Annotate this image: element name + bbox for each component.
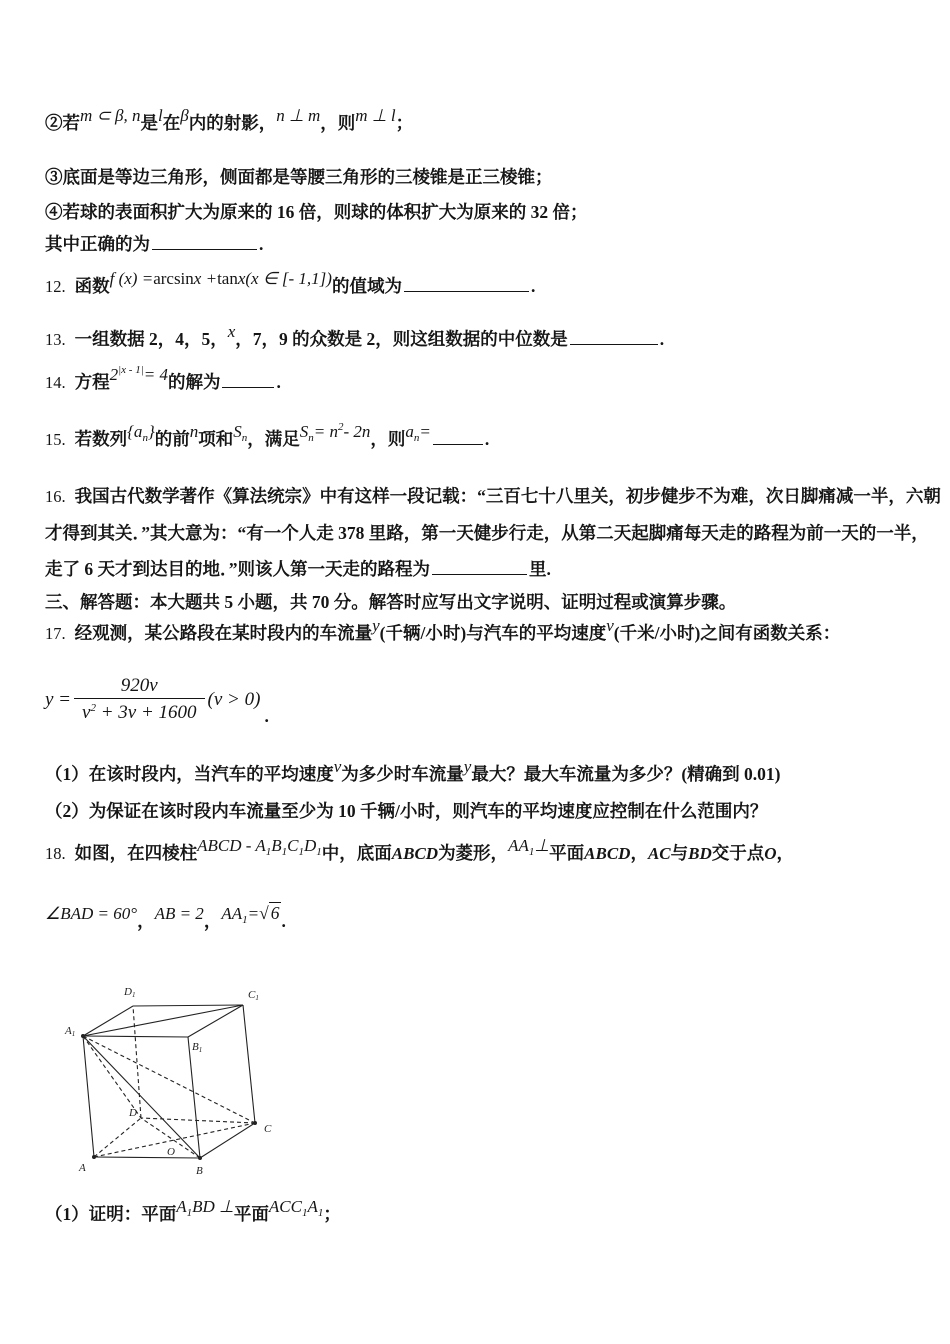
- text-segment: 一组数据 2，4，5，: [74, 329, 228, 349]
- math-segment: v: [333, 757, 342, 776]
- math-segment: 2: [337, 421, 344, 433]
- q18-part1: [45, 1197, 925, 1230]
- raised-formula: [259, 900, 281, 926]
- raised-formula: [180, 102, 188, 129]
- vertex-label-B1: B1: [192, 1041, 203, 1054]
- vertex-label-C: C: [264, 1123, 272, 1135]
- math-segment: ABCD: [391, 844, 439, 863]
- math-segment: 1: [298, 846, 304, 858]
- raised-formula: [190, 418, 199, 445]
- math-segment: n: [413, 432, 420, 444]
- raised-formula: [271, 832, 281, 859]
- edge-A1-D: [83, 1036, 141, 1118]
- math-segment: 1: [528, 846, 535, 858]
- math-segment: arcsin: [153, 269, 194, 288]
- raised-formula: [110, 361, 119, 388]
- text-segment: 三、解答题：本大题共 5 小题，共 70 分。解答时应写出文字说明、证明过程或演算步骤。: [45, 592, 737, 612]
- text-segment: ；: [395, 113, 414, 133]
- q18: [45, 836, 925, 869]
- text-segment: 的解为: [167, 372, 221, 392]
- math-segment: 1: [301, 1207, 308, 1219]
- vertex-label-A1: A1: [65, 1025, 76, 1038]
- raised-formula: [118, 361, 144, 390]
- raised-formula: [287, 832, 298, 859]
- math-segment: l: [158, 106, 163, 125]
- raised-formula: [318, 1193, 324, 1222]
- math-segment: C: [287, 836, 299, 855]
- vertex-dot-A: [92, 1155, 96, 1159]
- math-segment: 2: [109, 365, 119, 384]
- raised-formula: [419, 418, 430, 445]
- statement-3: [45, 164, 925, 190]
- text-segment: 为菱形，: [438, 843, 509, 863]
- q18-given: [45, 903, 925, 937]
- q17-part2: [45, 798, 925, 824]
- math-segment: y: [372, 616, 380, 635]
- raised-formula: [221, 900, 242, 927]
- math-segment: }: [147, 422, 155, 441]
- math-segment: - 2n: [343, 422, 371, 441]
- math-segment: 1: [281, 846, 288, 858]
- raised-formula: [144, 361, 168, 388]
- raised-formula: [606, 612, 614, 639]
- text-segment: 与: [670, 843, 689, 863]
- raised-formula: [355, 102, 395, 129]
- statement-conclusion: [45, 231, 925, 257]
- edge-B-B1: [188, 1037, 203, 1158]
- fraction-denominator: [74, 698, 205, 728]
- math-segment: S: [299, 422, 309, 441]
- q17-formula: [45, 671, 925, 729]
- raised-formula: [194, 265, 217, 292]
- text-segment: ，满足: [247, 429, 300, 449]
- raised-formula: [314, 418, 338, 445]
- text-segment: ，: [203, 911, 222, 931]
- text-segment: 其中正确的为: [45, 234, 150, 254]
- text-segment: 的值域为: [331, 276, 402, 296]
- vertex-label-B: B: [196, 1165, 203, 1177]
- text-segment: 方程: [74, 372, 110, 392]
- question-number: 14.: [45, 373, 66, 392]
- math-segment: n ⊥ m: [276, 106, 321, 125]
- raised-formula: [508, 832, 529, 859]
- math-segment: y: [463, 757, 472, 776]
- question-number: 18.: [45, 844, 66, 863]
- math-segment: B: [271, 836, 282, 855]
- edge-A-A1: [83, 1036, 94, 1157]
- answer-blank: [432, 573, 527, 575]
- math-segment: + 3v + 1600: [95, 701, 197, 723]
- text-segment: ③底面是等边三角形，侧面都是等腰三角形的三棱锥是正三棱锥；: [45, 167, 553, 187]
- math-segment: x: [227, 322, 236, 341]
- math-segment: f (x) =: [109, 269, 154, 288]
- raised-formula: [228, 318, 236, 345]
- raised-formula: [269, 1193, 302, 1220]
- q17: [45, 616, 925, 647]
- text-segment: 才得到其关．”其大意为：“有一个人走 378 里路，第一天健步行走，从第二天起脚痛每天走的路程为前一天的一半，: [45, 523, 929, 543]
- raised-formula: [80, 102, 141, 129]
- raised-formula: [155, 900, 204, 927]
- math-segment: n: [241, 432, 248, 444]
- math-segment: =: [247, 904, 260, 923]
- math-segment: {a: [127, 422, 143, 441]
- raised-formula: [153, 265, 194, 292]
- math-segment: 1: [316, 846, 322, 858]
- sqrt-radicand: 6: [270, 903, 280, 923]
- raised-formula: [534, 832, 549, 859]
- math-segment: n: [308, 432, 314, 444]
- text-segment: .: [484, 429, 490, 449]
- math-segment: 920v: [120, 674, 158, 696]
- raised-formula: [158, 102, 163, 129]
- math-segment: BD ⊥: [192, 1197, 234, 1216]
- edge-A-D: [94, 1118, 141, 1157]
- section-3: [45, 589, 925, 615]
- text-segment: .: [281, 911, 286, 931]
- raised-formula: [304, 832, 316, 859]
- text-segment: (千米/小时)之间有函数关系：: [613, 623, 841, 643]
- question-number: 13.: [45, 330, 66, 349]
- math-segment: ⊥: [534, 836, 550, 855]
- math-segment: ABCD: [584, 844, 631, 863]
- math-segment: v: [82, 701, 91, 723]
- text-segment: ，: [630, 843, 648, 863]
- raised-formula: [45, 900, 137, 927]
- math-segment: |x - 1|: [118, 364, 144, 376]
- raised-formula: [334, 753, 342, 780]
- raised-formula: [148, 418, 155, 445]
- raised-formula: [192, 1193, 234, 1220]
- question-number: 12.: [45, 277, 66, 296]
- math-segment: n: [189, 422, 199, 441]
- text-segment: .: [276, 372, 281, 392]
- math-segment: AA: [221, 904, 243, 923]
- q13: [45, 322, 925, 353]
- q12: [45, 269, 925, 300]
- text-segment: ，则: [370, 429, 406, 449]
- edge-C-C1: [243, 1005, 255, 1123]
- math-segment: m ⊂ β, n: [80, 106, 141, 125]
- math-segment: a: [405, 422, 414, 441]
- q16-line1: [45, 483, 941, 510]
- text-segment: 交于点: [711, 843, 765, 863]
- raised-formula: [307, 1193, 317, 1220]
- math-segment: A: [176, 1197, 187, 1216]
- answer-blank: [404, 290, 529, 292]
- text-segment: ，: [776, 843, 795, 863]
- math-segment: 1: [186, 1207, 193, 1219]
- math-segment: x +: [193, 269, 218, 288]
- text-segment: .: [530, 276, 536, 296]
- raised-formula: [233, 418, 242, 445]
- text-segment: 里.: [529, 559, 551, 579]
- text-segment: 经观测，某公路段在某时段内的车流量: [74, 623, 373, 643]
- text-segment: (千辆/小时)与汽车的平均速度: [379, 623, 607, 643]
- raised-formula: [248, 900, 259, 927]
- text-segment: 平面: [549, 843, 585, 863]
- q16-line3: [45, 556, 925, 582]
- math-segment: = 4: [143, 365, 168, 384]
- text-segment: 在: [162, 113, 181, 133]
- question-number: 15.: [45, 430, 66, 449]
- statement-2: [45, 106, 925, 137]
- math-segment: x(x ∈ [- 1,1]): [237, 269, 332, 288]
- text-segment: 若数列: [74, 429, 128, 449]
- vertex-label-A: A: [79, 1162, 86, 1174]
- math-segment: AB = 2: [154, 904, 204, 923]
- raised-formula: [110, 265, 154, 292]
- text-segment: 中，底面: [321, 843, 392, 863]
- math-segment: 1: [265, 846, 272, 858]
- math-segment: A: [307, 1197, 318, 1216]
- text-segment: 平面: [233, 1204, 269, 1224]
- text-segment: ，7，9 的众数是 2，则这组数据的中位数是: [235, 329, 568, 349]
- vertex-dot-A1: [81, 1034, 85, 1038]
- vertex-label-C1: C1: [248, 989, 259, 1002]
- question-number: 17.: [45, 624, 66, 643]
- text-segment: ，则: [320, 113, 356, 133]
- text-segment: 走了 6 天才到达目的地．”则该人第一天走的路程为: [45, 559, 430, 579]
- math-segment: β: [180, 106, 189, 125]
- text-segment: 函数: [74, 276, 110, 296]
- edge-A-B: [94, 1157, 200, 1158]
- fraction-numerator: [113, 673, 166, 698]
- text-segment: （1）在该时段内，当汽车的平均速度: [45, 764, 334, 784]
- text-segment: .: [659, 329, 665, 349]
- math-segment: BD: [688, 844, 712, 863]
- question-number: 16.: [45, 487, 66, 506]
- edge-A1-C1: [83, 1005, 243, 1036]
- text-segment: 为多少时车流量: [341, 764, 464, 784]
- edge-A1-B: [83, 1036, 203, 1158]
- math-segment: =: [419, 422, 431, 441]
- math-segment: ABCD - A: [197, 836, 266, 855]
- text-segment: ④若球的表面积扩大为原来的 16 倍，则球的体积扩大为原来的 32 倍；: [45, 202, 588, 222]
- raised-formula: [176, 1193, 186, 1220]
- math-segment: m ⊥ l: [355, 106, 396, 125]
- math-segment: ACC: [268, 1197, 302, 1216]
- raised-formula: [217, 265, 238, 292]
- text-segment: .: [259, 234, 264, 254]
- text-segment: 项和: [198, 429, 234, 449]
- text-segment: ，: [137, 911, 155, 931]
- raised-formula: [464, 753, 472, 780]
- vertex-label-D: D: [129, 1107, 137, 1119]
- raised-formula: [127, 418, 142, 445]
- math-segment: y =: [45, 689, 72, 710]
- math-segment: S: [233, 422, 242, 441]
- raised-formula: [405, 418, 414, 445]
- math-segment: AA: [508, 836, 529, 855]
- raised-formula: [238, 265, 332, 292]
- text-segment: 是: [140, 113, 158, 133]
- edge-B1-A1: [83, 1036, 188, 1037]
- raised-formula: [316, 832, 322, 861]
- text-segment: 最大？最大车流量为多少？(精确到 0.01): [471, 764, 781, 784]
- raised-formula: [343, 418, 370, 445]
- vertex-label-O: O: [167, 1146, 175, 1158]
- q15: [45, 421, 925, 455]
- math-segment: 1: [242, 914, 248, 926]
- answer-blank: [222, 386, 274, 388]
- text-segment: 如图，在四棱柱: [74, 843, 198, 863]
- raised-formula: [372, 612, 380, 639]
- math-segment: AC: [647, 844, 671, 863]
- statement-4: [45, 199, 925, 225]
- edge-C-D: [141, 1118, 255, 1123]
- fraction: [74, 673, 205, 728]
- answer-blank: [570, 343, 658, 345]
- sqrt-expression: √ 6: [259, 903, 280, 923]
- answer-blank: [152, 248, 257, 250]
- math-segment: (v > 0): [207, 689, 261, 710]
- text-segment: 我国古代数学著作《算法统宗》中有这样一段记载：“三百七十八里关，初步健步不为难，次日脚痛减一半，六朝: [74, 486, 941, 506]
- edge-A1-C: [83, 1036, 255, 1123]
- math-segment: n: [142, 432, 148, 444]
- text-segment: （2）为保证在该时段内车流量至少为 10 千辆/小时，则汽车的平均速度应控制在什么范围内？: [45, 801, 768, 821]
- raised-formula: [276, 102, 320, 129]
- math-segment: ∠BAD = 60°: [45, 904, 138, 923]
- vertex-dot-C: [253, 1121, 257, 1125]
- math-segment: O: [764, 844, 777, 863]
- math-segment: 2: [90, 701, 96, 714]
- q14: [45, 364, 925, 398]
- prism-figure: [60, 966, 290, 1181]
- q16-line2: [45, 520, 929, 546]
- math-segment: 1: [317, 1207, 324, 1219]
- text-segment: ；: [323, 1204, 341, 1224]
- raised-formula: [242, 418, 248, 447]
- edge-D1-C1: [133, 1005, 243, 1006]
- text-segment: 的前: [154, 429, 190, 449]
- answer-blank: [433, 443, 483, 445]
- raised-formula: [197, 832, 266, 859]
- math-segment: v: [606, 616, 614, 635]
- raised-formula: [300, 418, 309, 445]
- text-segment: （1）证明：平面: [45, 1204, 177, 1224]
- text-segment: 内的射影，: [188, 113, 277, 133]
- text-segment: ②若: [45, 113, 80, 133]
- text-segment: .: [264, 706, 269, 726]
- q17-part1: [45, 757, 925, 788]
- math-segment: tan: [217, 269, 238, 288]
- q18-figure: [60, 966, 290, 1181]
- vertex-dot-B: [198, 1156, 202, 1160]
- math-segment: D: [303, 836, 317, 855]
- math-segment: = n: [313, 422, 338, 441]
- vertex-label-D1: D1: [124, 986, 136, 999]
